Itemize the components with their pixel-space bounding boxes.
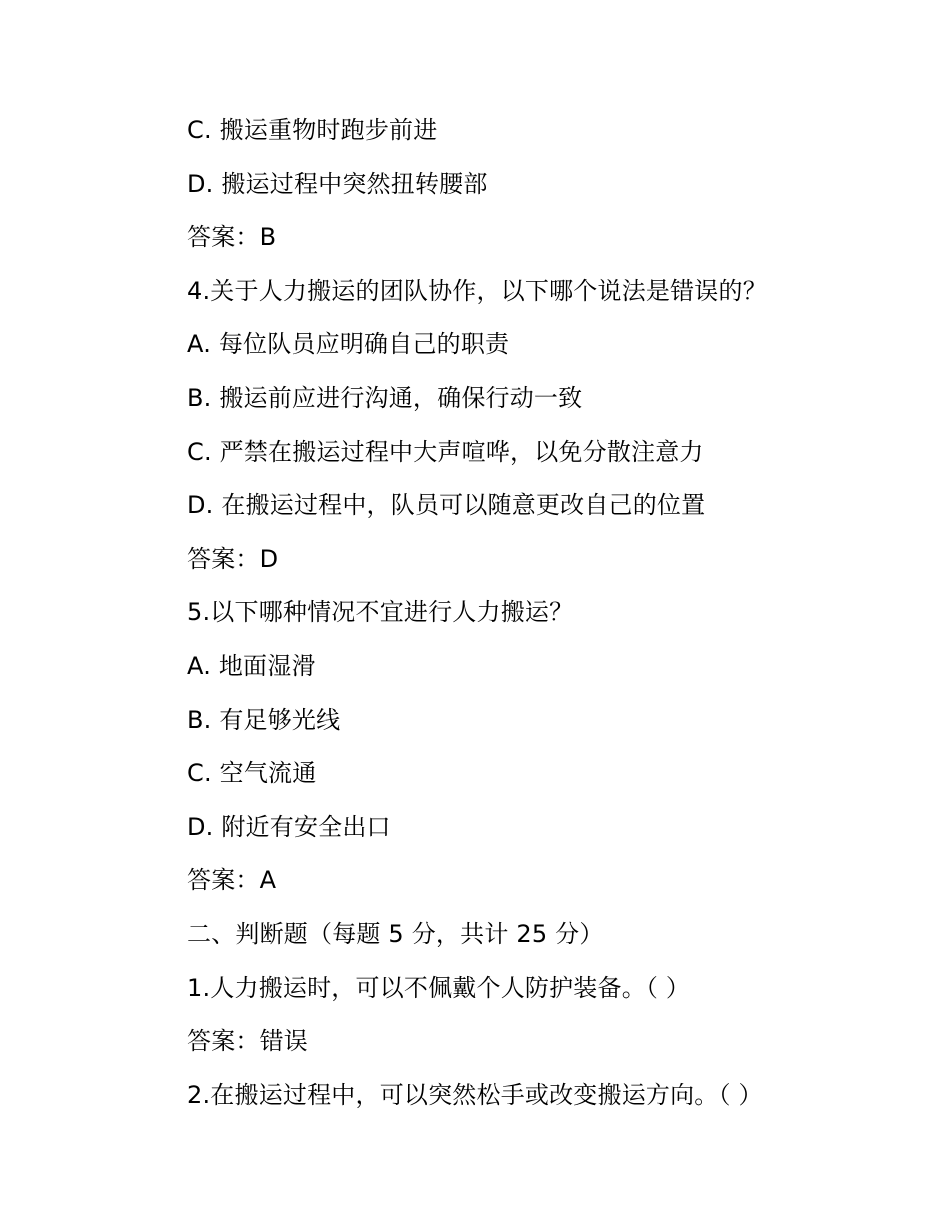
answer-q3: 答案：B [187,223,277,252]
section-heading-true-false: 二、判断题（每题 5 分，共计 25 分） [187,919,604,948]
option-d-q5: D. 附近有安全出口 [187,812,391,841]
answer-tf-1: 答案：错误 [187,1027,308,1056]
option-c-q3: C. 搬运重物时跑步前进 [187,116,438,144]
question-4: 4.关于人力搬运的团队协作，以下哪个说法是错误的？ [187,276,767,305]
option-d-q4: D. 在搬运过程中，队员可以随意更改自己的位置 [187,491,706,520]
tf-question-2: 2.在搬运过程中，可以突然松手或改变搬运方向。（ ） [187,1080,763,1109]
option-a-q5: A. 地面湿滑 [187,651,316,680]
option-c-q5: C. 空气流通 [187,759,317,788]
option-b-q5: B. 有足够光线 [187,705,341,734]
option-b-q4: B. 搬运前应进行沟通，确保行动一致 [187,383,583,412]
option-d-q3: D. 搬运过程中突然扭转腰部 [187,169,488,198]
option-a-q4: A. 每位队员应明确自己的职责 [187,330,510,359]
answer-q5: 答案：A [187,866,277,895]
tf-question-1: 1.人力搬运时，可以不佩戴个人防护装备。（ ） [187,973,691,1002]
document-body [187,110,907,1128]
answer-q4: 答案：D [187,544,279,573]
option-c-q4: C. 严禁在搬运过程中大声喧哗，以免分散注意力 [187,437,704,466]
question-5: 5.以下哪种情况不宜进行人力搬运？ [187,598,574,627]
